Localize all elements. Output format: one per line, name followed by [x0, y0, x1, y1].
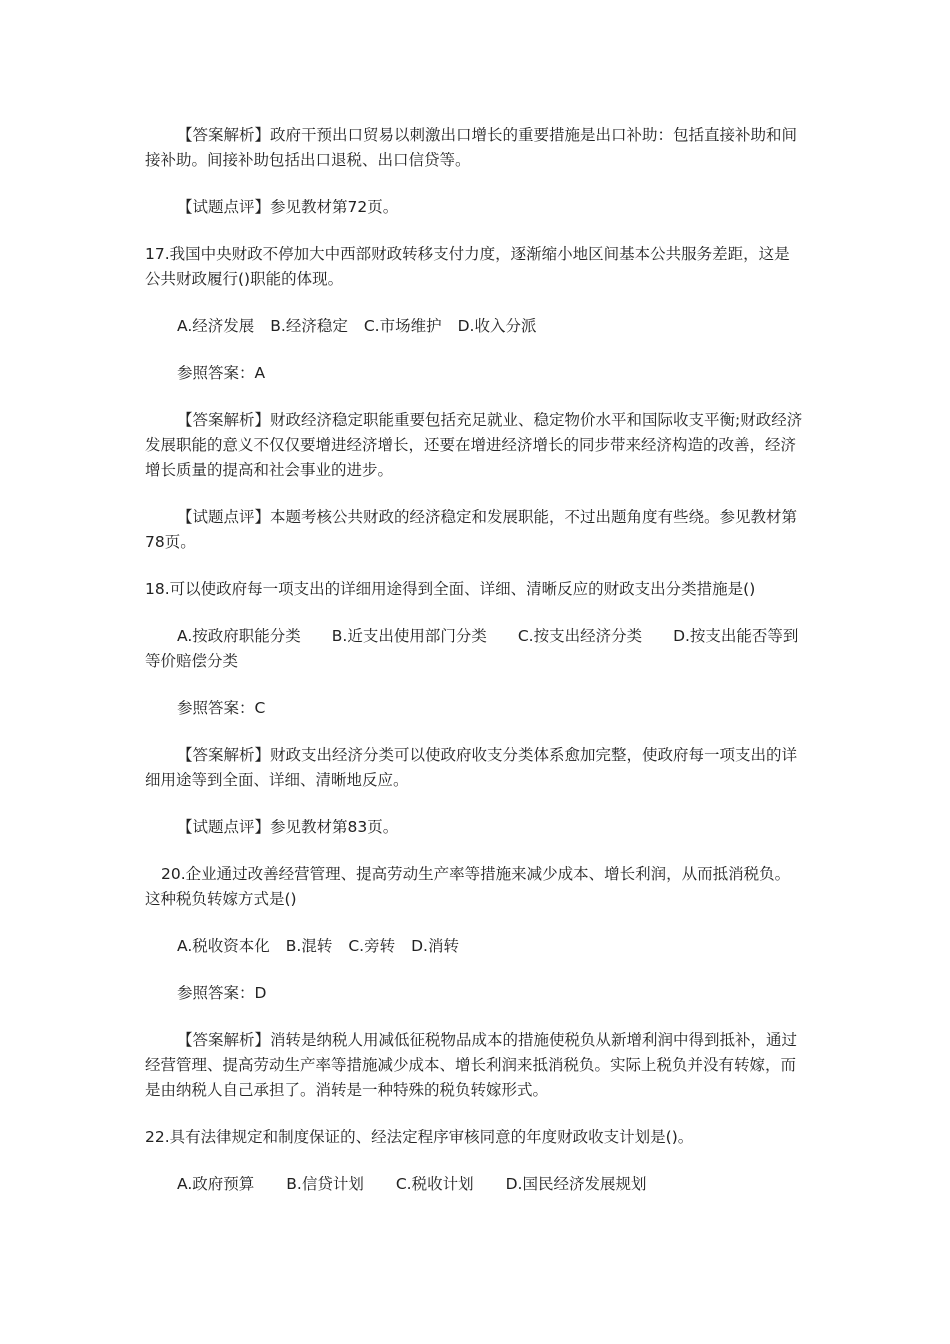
options-17: [145, 314, 805, 339]
question-20: 20.企业通过改善经营管理、提高劳动生产率等措施来减少成本、增长利润，从而抵消税负。这种税负转嫁方式是(): [145, 865, 791, 908]
option-22-b: B.信贷计划: [286, 1175, 364, 1193]
answer-analysis-18: 【答案解析】财政支出经济分类可以使政府收支分类体系愈加完整，使政府每一项支出的详细用途等到全面、详细、清晰地反应。: [145, 746, 798, 789]
option-20-d: D.消转: [411, 937, 459, 955]
option-17-a: A.经济发展: [177, 317, 255, 335]
document-body: [145, 123, 805, 1197]
review-16: 【试题点评】参见教材第72页。: [177, 198, 399, 216]
option-17-b: B.经济稳定: [270, 317, 348, 335]
options-22: [145, 1172, 805, 1197]
reference-answer-18: 参照答案：C: [177, 699, 266, 717]
option-17-c: C.市场维护: [363, 317, 442, 335]
review-17: 【试题点评】本题考核公共财政的经济稳定和发展职能，不过出题角度有些绕。参见教材第78页。: [145, 508, 798, 551]
answer-analysis-17: 【答案解析】财政经济稳定职能重要包括充足就业、稳定物价水平和国际收支平衡;财政经济发展职能的意义不仅仅要增进经济增长，还要在增进经济增长的同步带来经济构造的改善，经济增长质量的提高和社会事业的进步。: [145, 411, 803, 479]
option-17-d: D.收入分派: [457, 317, 537, 335]
reference-answer-17: 参照答案：A: [177, 364, 266, 382]
reference-answer-20: 参照答案：D: [177, 984, 267, 1002]
review-18: 【试题点评】参见教材第83页。: [177, 818, 399, 836]
option-22-d: D.国民经济发展规划: [505, 1175, 647, 1193]
options-20: [145, 934, 805, 959]
option-22-a: A.政府预算: [177, 1175, 255, 1193]
option-20-c: C.旁转: [348, 937, 396, 955]
question-18: 18.可以使政府每一项支出的详细用途得到全面、详细、清晰反应的财政支出分类措施是(): [145, 580, 756, 598]
option-20-a: A.税收资本化: [177, 937, 270, 955]
options-18: A.按政府职能分类 B.近支出使用部门分类 C.按支出经济分类 D.按支出能否等到等价赔偿分类: [145, 627, 799, 670]
option-22-c: C.税收计划: [395, 1175, 474, 1193]
option-20-b: B.混转: [285, 937, 333, 955]
question-22: 22.具有法律规定和制度保证的、经法定程序审核同意的年度财政收支计划是()。: [145, 1128, 694, 1146]
answer-analysis-20: 【答案解析】消转是纳税人用减低征税物品成本的措施使税负从新增利润中得到抵补，通过经营管理、提高劳动生产率等措施减少成本、增长利润来抵消税负。实际上税负并没有转嫁，而是由纳税人自己承担了。消转是一种特殊的税负转嫁形式。: [145, 1031, 798, 1099]
answer-analysis-16: 【答案解析】政府干预出口贸易以刺激出口增长的重要措施是出口补助：包括直接补助和间接补助。间接补助包括出口退税、出口信贷等。: [145, 126, 798, 169]
question-17: 17.我国中央财政不停加大中西部财政转移支付力度，逐渐缩小地区间基本公共服务差距，这是公共财政履行()职能的体现。: [145, 245, 790, 288]
